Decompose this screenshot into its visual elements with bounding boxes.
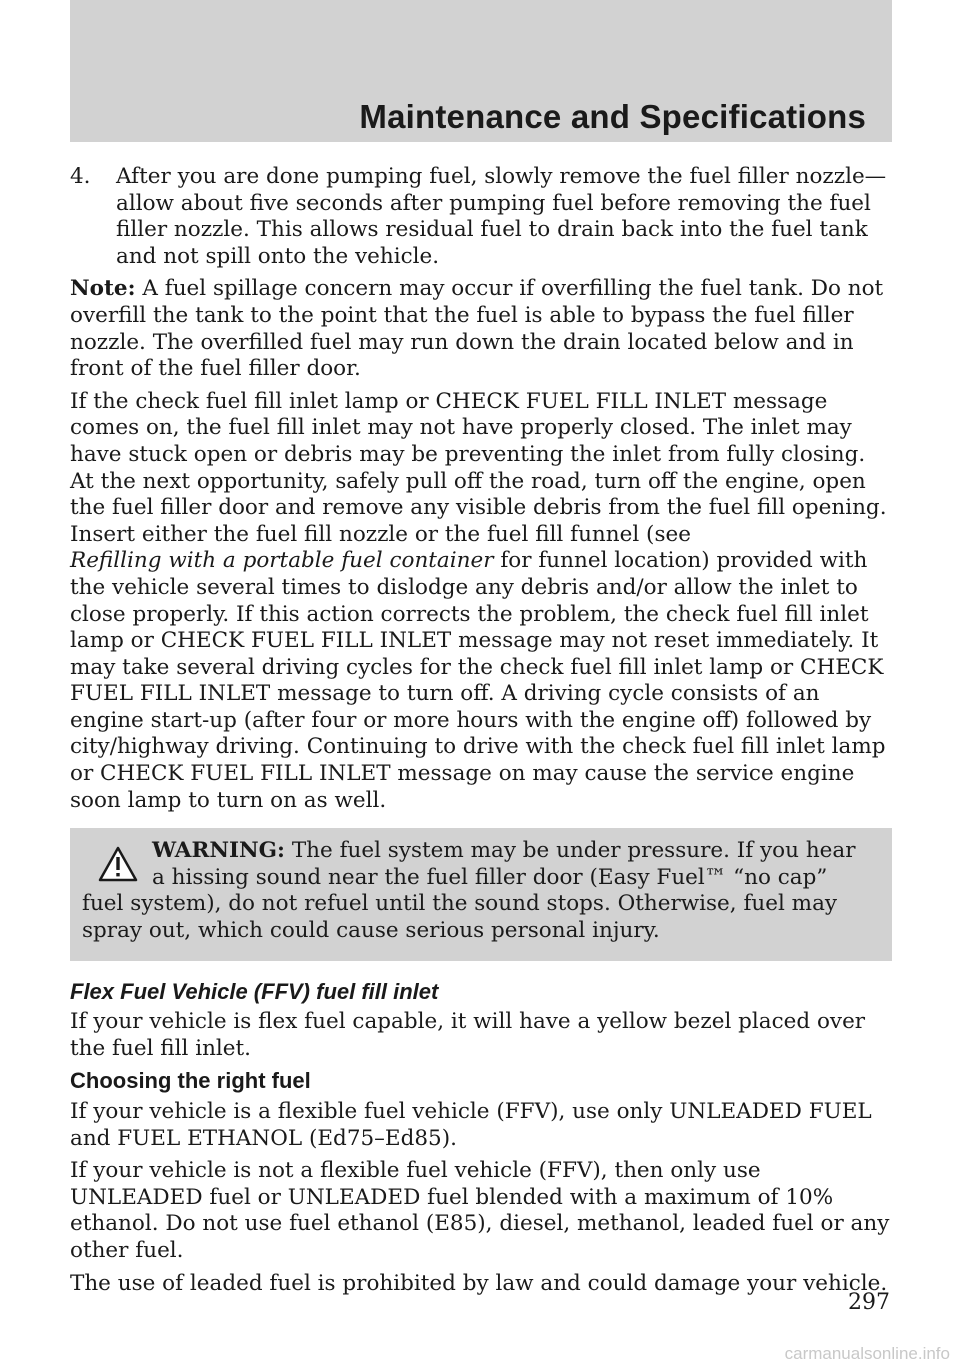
choosing-para-2: If your vehicle is not a flexible fuel vehicle (FFV), then only use UNLEADED fuel or UNLEADED fuel blended with a maximum of 10% ethanol. Do not use fuel ethanol (E85), diesel, methanol, leaded fuel or any other fuel. (70, 1158, 890, 1263)
page-content (70, 164, 892, 1303)
check-inlet-text-before: If the check fuel fill inlet lamp or CHECK FUEL FILL INLET message comes on, the fuel fill inlet may not have properly closed. The inlet may have stuck open or debris may be preventing the inlet from fully closing. At the next opportunity, safely pull off the road, turn off the engine, open the fuel filler door and remove any visible debris from the fuel fill opening. Insert either the fuel fill nozzle or the fuel fill funnel (see (70, 388, 887, 547)
note-text: A fuel spillage concern may occur if overfilling the fuel tank. Do not overfill the tank to the point that the fuel is able to bypass the fuel filler nozzle. The overfilled fuel may run down the drain located below and in front of the fuel filler door. (70, 276, 884, 382)
step-text: After you are done pumping fuel, slowly remove the fuel filler nozzle—allow about five seconds after pumping fuel before removing the fuel filler nozzle. This allows residual fuel to drain back into the fuel tank and not spill onto the vehicle. (116, 164, 887, 269)
warning-triangle-icon (98, 846, 138, 882)
note-paragraph (70, 276, 892, 382)
page-number: 297 (848, 1290, 890, 1315)
check-inlet-paragraph (70, 389, 892, 815)
warning-line1: The fuel system may be under pressure. If you hear (291, 838, 856, 864)
watermark: carmanualsonline.info (784, 1344, 950, 1363)
note-lead: Note: (70, 276, 136, 302)
step-number: 4. (70, 164, 91, 189)
choosing-para-3: The use of leaded fuel is prohibited by law and could damage your vehicle. (70, 1270, 888, 1296)
warning-rest: fuel system), do not refuel until the sound stops. Otherwise, fuel may spray out, which could cause serious personal injury. (82, 891, 838, 944)
choosing-heading: Choosing the right fuel (70, 1068, 311, 1094)
ffv-paragraph: If your vehicle is flex fuel capable, it will have a yellow bezel placed over the fuel fill inlet. (70, 1009, 866, 1061)
warning-line2: a hissing sound near the fuel filler door (Easy Fuel™ “no cap” (152, 864, 828, 890)
ffv-heading: Flex Fuel Vehicle (FFV) fuel fill inlet (70, 978, 439, 1004)
check-inlet-text-after: for funnel location) provided with the vehicle several times to dislodge any debris and/or allow the inlet to close properly. If this action corrects the problem, the check fuel fill inlet lamp or CHECK FUEL FILL INLET message may not reset immediately. It may take several driving cycles for the check fuel fill inlet lamp or CHECK FUEL FILL INLET message to turn off. A driving cycle consists of an engine start-up (after four or more hours with the engine off) followed by city/highway driving. Continuing to drive with the check fuel fill inlet lamp or CHECK FUEL FILL INLET message on may cause the service engine soon lamp to turn on as well. (70, 548, 886, 813)
warning-lead: WARNING: (152, 838, 285, 864)
warning-first-lines (82, 838, 878, 891)
header-band (70, 0, 892, 142)
page-title: Maintenance and Specifications (359, 98, 866, 135)
cross-reference: Refilling with a portable fuel container (70, 548, 494, 574)
choosing-para-1: If your vehicle is a flexible fuel vehicle (FFV), use only UNLEADED FUEL and FUEL ETHANOL (Ed75–Ed85). (70, 1099, 872, 1151)
warning-box (70, 828, 892, 960)
step-4 (70, 164, 892, 270)
